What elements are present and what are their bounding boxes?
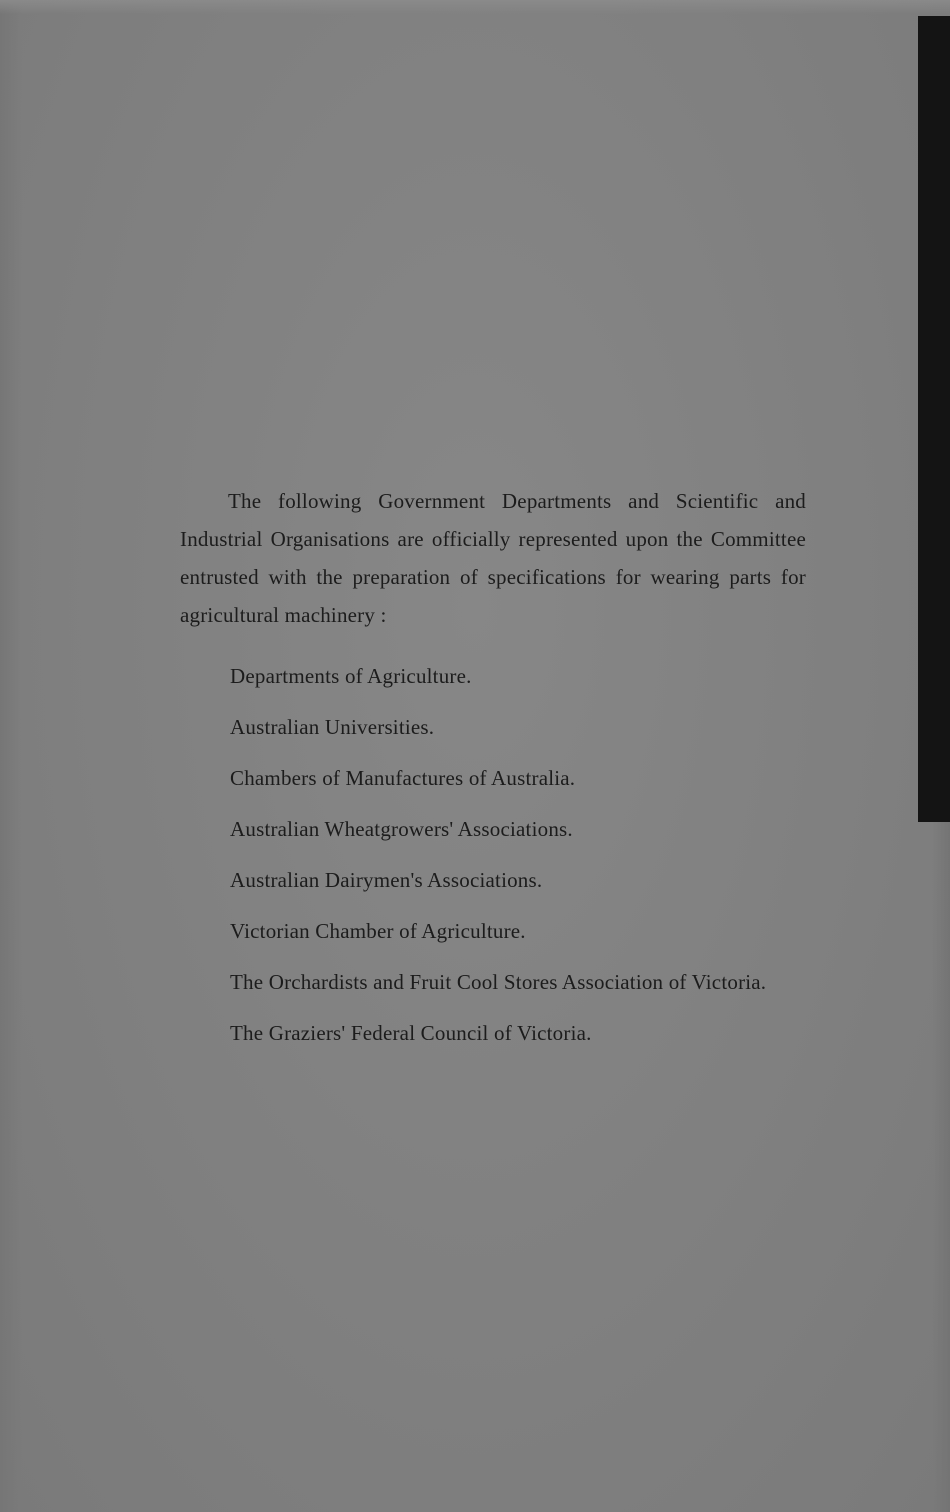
list-item: Victorian Chamber of Agriculture. bbox=[230, 919, 526, 943]
page-top-shadow bbox=[0, 0, 950, 14]
list-item: The Graziers' Federal Council of Victoria. bbox=[230, 1021, 592, 1045]
page-left-shadow bbox=[0, 0, 22, 1512]
list-item: Departments of Agriculture. bbox=[230, 664, 472, 688]
book-binding-edge bbox=[918, 16, 950, 822]
list-item: Australian Universities. bbox=[230, 715, 435, 739]
list-item: Australian Dairymen's Associations. bbox=[230, 868, 543, 892]
intro-paragraph: The following Government Departments and Scientific and Industrial Organisations are officially represented upon the Committee entrusted with the preparation of specifications for wearing parts for agricultural machinery : bbox=[180, 489, 806, 627]
list-item: Australian Wheatgrowers' Associations. bbox=[230, 817, 573, 841]
organisation-list bbox=[230, 664, 810, 1072]
list-item: The Orchardists and Fruit Cool Stores Association of Victoria. bbox=[230, 970, 767, 994]
page-right-shadow bbox=[932, 822, 950, 1512]
list-item: Chambers of Manufactures of Australia. bbox=[230, 766, 576, 790]
